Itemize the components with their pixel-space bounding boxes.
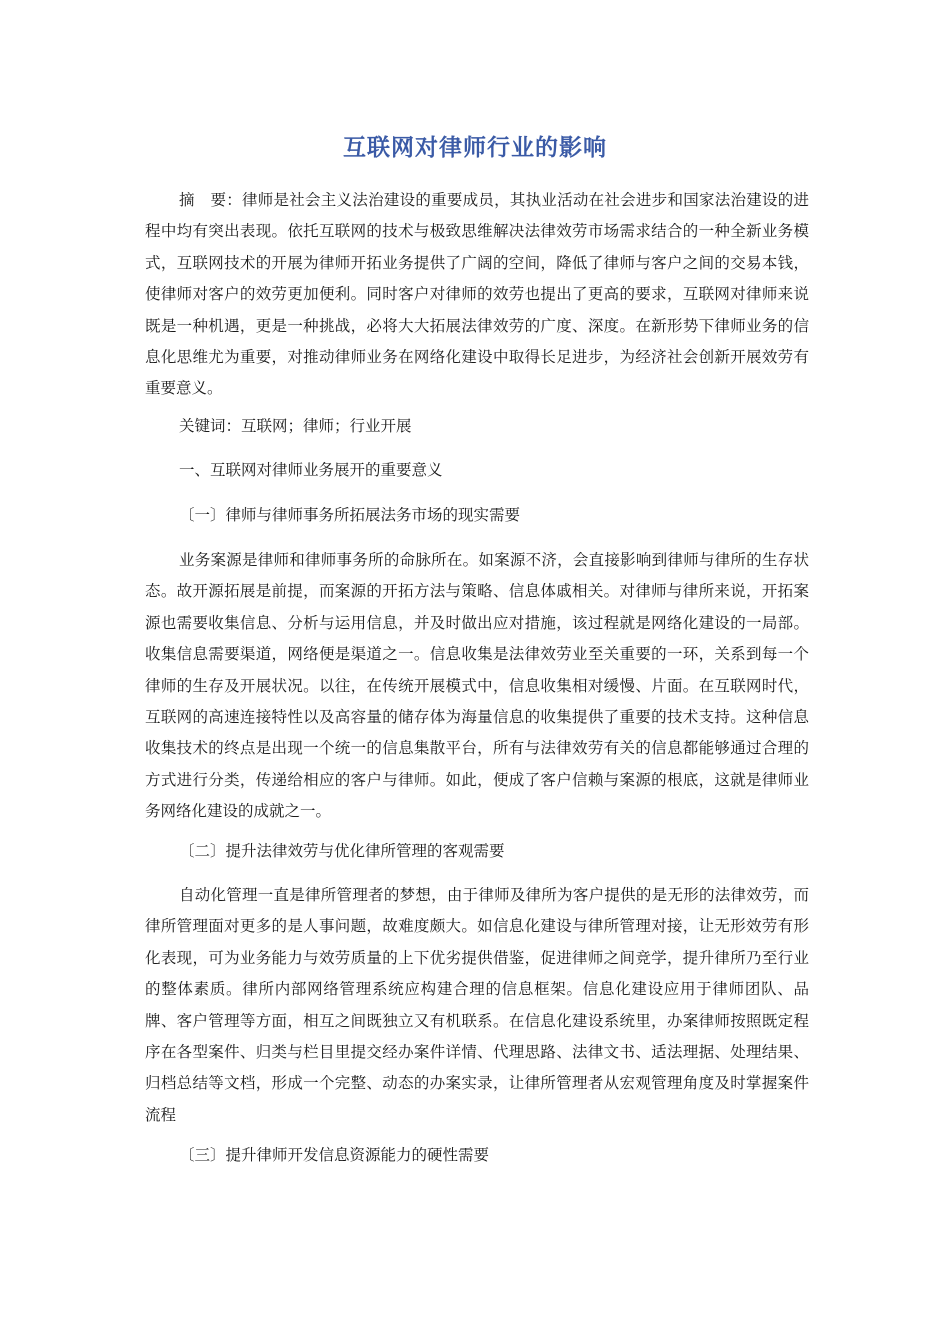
subsection-heading-2: 〔二〕提升法律效劳与优化律所管理的客观需要 (179, 842, 505, 860)
subsection-heading-1: 〔一〕律师与律师事务所拓展法务市场的现实需要 (179, 506, 521, 524)
subsection-2-paragraph: 自动化管理一直是律所管理者的梦想，由于律师及律所为客户提供的是无形的法律效劳，而律所管理面对更多的是人事问题，故难度颇大。如信息化建设与律所管理对接，让无形效劳有形化表现，可为业务能力与效劳质量的上下优劣提供借鉴，促进律师之间竞学，提升律所乃至行业的整体素质。律所内部网络管理系统应构建合理的信息框架。信息化建设应用于律师团队、品牌、客户管理等方面，相互之间既独立又有机联系。在信息化建设系统里，办案律师按照既定程序在各型案件、归类与栏目里提交经办案件详情、代理思路、法律文书、适法理据、处理结果、归档总结等文档，形成一个完整、动态的办案实录，让律所管理者从宏观管理角度及时掌握案件流程 (145, 886, 809, 1124)
document-title: 互联网对律师行业的影响 (343, 135, 607, 161)
subsection-1-paragraph: 业务案源是律师和律师事务所的命脉所在。如案源不济，会直接影响到律师与律所的生存状态。故开源拓展是前提，而案源的开拓方法与策略、信息体戚相关。对律师与律所来说，开拓案源也需要收集信息、分析与运用信息，并及时做出应对措施，该过程就是网络化建设的一局部。收集信息需要渠道，网络便是渠道之一。信息收集是法律效劳业至关重要的一环，关系到每一个律师的生存及开展状况。以往，在传统开展模式中，信息收集相对缓慢、片面。在互联网时代，互联网的高速连接特性以及高容量的储存体为海量信息的收集提供了重要的技术支持。这种信息收集技术的终点是出现一个统一的信息集散平台，所有与法律效劳有关的信息都能够通过合理的方式进行分类，传递给相应的客户与律师。如此，便成了客户信赖与案源的根底，这就是律师业务网络化建设的成就之一。 (145, 551, 809, 821)
subsection-heading-3: 〔三〕提升律师开发信息资源能力的硬性需要 (179, 1146, 490, 1164)
section-heading-1: 一、互联网对律师业务展开的重要意义 (179, 461, 443, 479)
keywords-line: 关键词：互联网；律师；行业开展 (179, 417, 412, 435)
abstract-paragraph: 摘 要：律师是社会主义法治建设的重要成员，其执业活动在社会进步和国家法治建设的进程中均有突出表现。依托互联网的技术与极致思维解决法律效劳市场需求结合的一种全新业务模式，互联网技术的开展为律师开拓业务提供了广阔的空间，降低了律师与客户之间的交易本钱，使律师对客户的效劳更加便利。同时客户对律师的效劳也提出了更高的要求，互联网对律师来说既是一种机遇，更是一种挑战，必将大大拓展法律效劳的广度、深度。在新形势下律师业务的信息化思维尤为重要，对推动律师业务在网络化建设中取得长足进步，为经济社会创新开展效劳有重要意义。 (145, 191, 809, 398)
